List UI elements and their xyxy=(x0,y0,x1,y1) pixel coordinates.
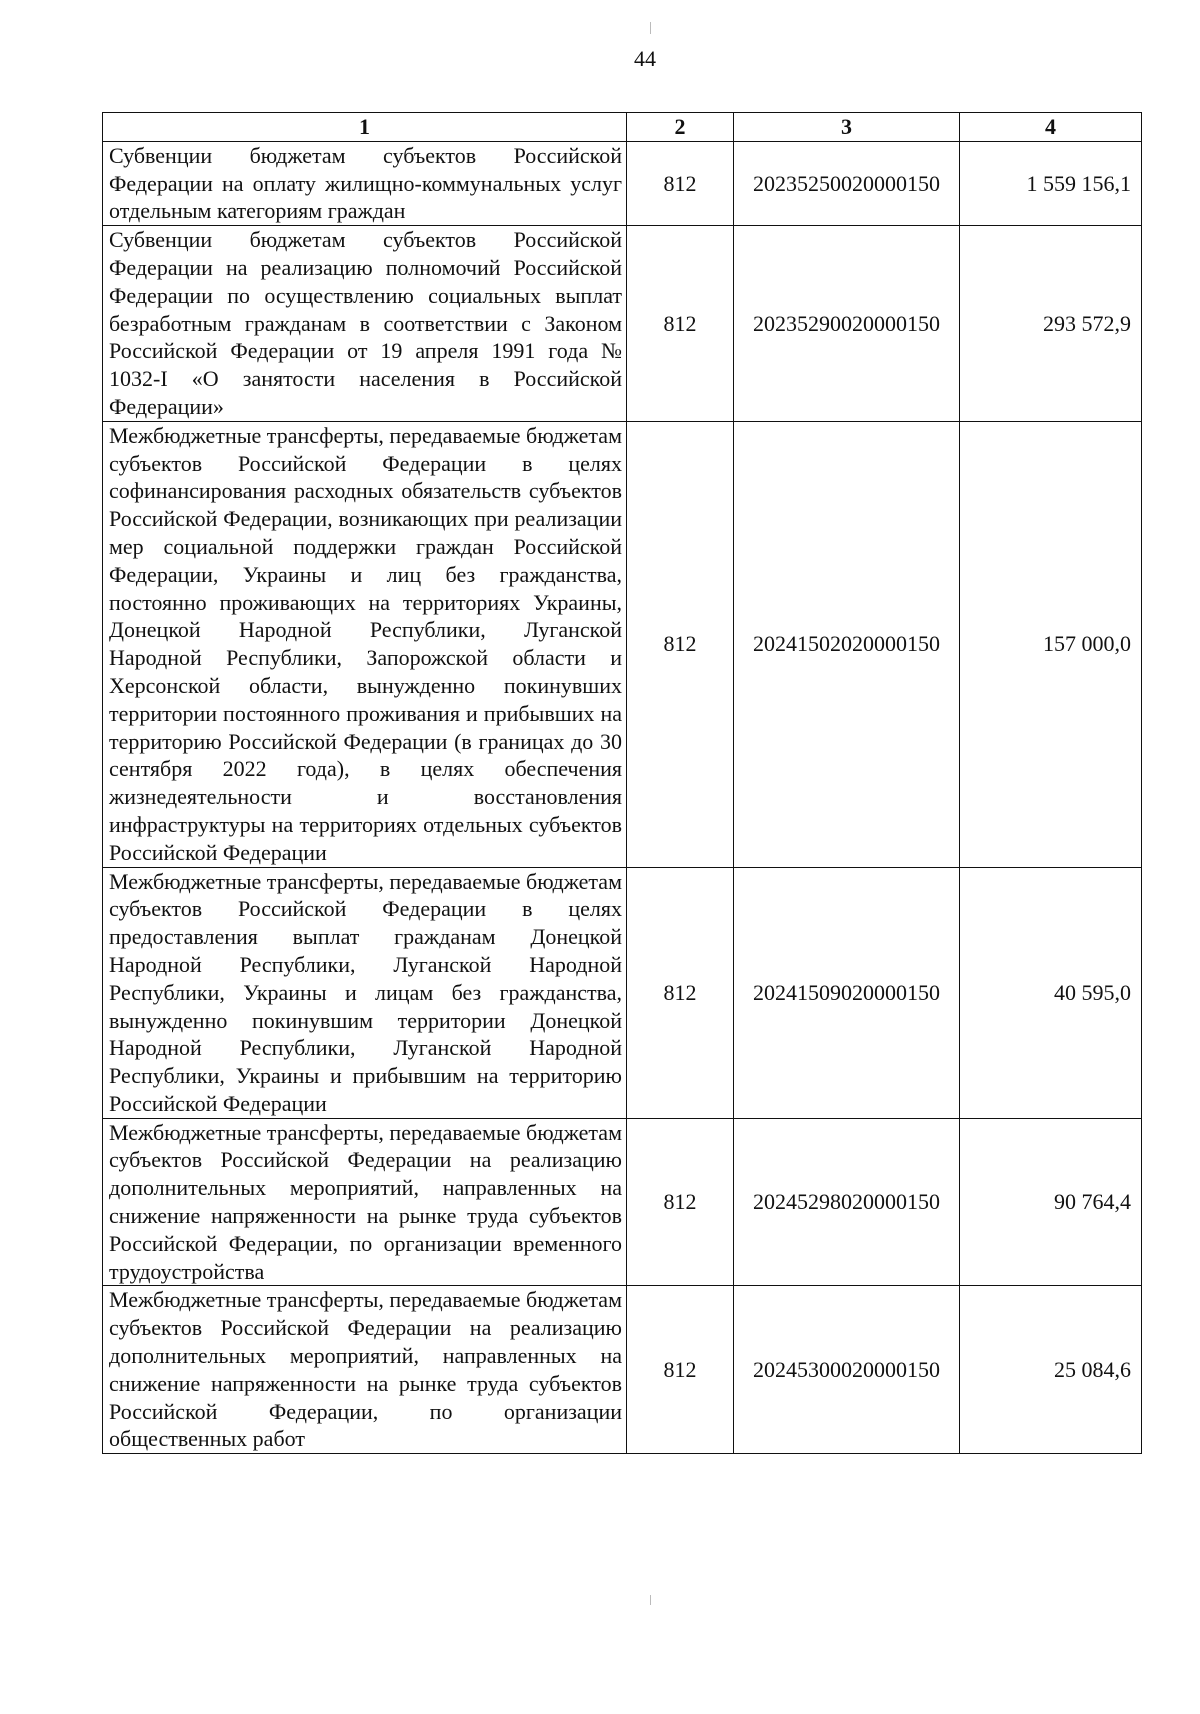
row-description: Межбюджетные трансферты, передаваемые бюджетам субъектов Российской Федерации в целях предоставления выплат гражданам Донецкой Народной Республики, Луганской Народной Республики, Украины и лицам без гражданства, вынужденно покинувшим территории Донецкой Народной Республики, Луганской Народной Республики, Украины и прибывшим на территорию Российской Федерации xyxy=(103,867,627,1118)
table-header-row xyxy=(103,113,1142,142)
row-description: Межбюджетные трансферты, передаваемые бюджетам субъектов Российской Федерации в целях софинансирования расходных обязательств субъектов Российской Федерации, возникающих при реализации мер социальной поддержки граждан Российской Федерации, Украины и лиц без гражданства, постоянно проживающих на территориях Украины, Донецкой Народной Республики, Луганской Народной Республики, Запорожской области и Херсонской области, вынужденно покинувших территории постоянного проживания и прибывших на территорию Российской Федерации (в границах до 30 сентября 2022 года), в целях обеспечения жизнедеятельности и восстановления инфраструктуры на территориях отдельных субъектов Российской Федерации xyxy=(103,421,627,867)
row-admin-code: 812 xyxy=(627,421,734,867)
column-header-4: 4 xyxy=(960,113,1142,142)
row-amount: 25 084,6 xyxy=(960,1286,1142,1454)
table-row xyxy=(103,867,1142,1118)
row-budget-code: 20241502020000150 xyxy=(734,421,960,867)
table-row xyxy=(103,141,1142,225)
row-amount: 157 000,0 xyxy=(960,421,1142,867)
row-description: Межбюджетные трансферты, передаваемые бюджетам субъектов Российской Федерации на реализацию дополнительных мероприятий, направленных на снижение напряженности на рынке труда субъектов Российской Федерации, по организации временного трудоустройства xyxy=(103,1118,627,1286)
table-row xyxy=(103,1118,1142,1286)
column-header-2: 2 xyxy=(627,113,734,142)
row-budget-code: 20241509020000150 xyxy=(734,867,960,1118)
column-header-3: 3 xyxy=(734,113,960,142)
column-header-1: 1 xyxy=(103,113,627,142)
row-admin-code: 812 xyxy=(627,141,734,225)
row-admin-code: 812 xyxy=(627,226,734,422)
row-amount: 90 764,4 xyxy=(960,1118,1142,1286)
row-description: Межбюджетные трансферты, передаваемые бюджетам субъектов Российской Федерации на реализацию дополнительных мероприятий, направленных на снижение напряженности на рынке труда субъектов Российской Федерации, по организации общественных работ xyxy=(103,1286,627,1454)
row-admin-code: 812 xyxy=(627,1286,734,1454)
row-amount: 1 559 156,1 xyxy=(960,141,1142,225)
row-amount: 40 595,0 xyxy=(960,867,1142,1118)
row-budget-code: 20235250020000150 xyxy=(734,141,960,225)
row-description: Субвенции бюджетам субъектов Российской Федерации на оплату жилищно-коммунальных услуг отдельным категориям граждан xyxy=(103,141,627,225)
row-budget-code: 20235290020000150 xyxy=(734,226,960,422)
scan-mark-top xyxy=(650,22,651,34)
row-admin-code: 812 xyxy=(627,1118,734,1286)
budget-table xyxy=(102,112,1142,1454)
scan-mark-bottom xyxy=(650,1595,651,1605)
page-number: 44 xyxy=(634,46,656,71)
table-row xyxy=(103,421,1142,867)
row-budget-code: 20245300020000150 xyxy=(734,1286,960,1454)
row-description: Субвенции бюджетам субъектов Российской Федерации на реализацию полномочий Российской Федерации по осуществлению социальных выплат безработным гражданам в соответствии с Законом Российской Федерации от 19 апреля 1991 года № 1032-I «О занятости населения в Российской Федерации» xyxy=(103,226,627,422)
row-budget-code: 20245298020000150 xyxy=(734,1118,960,1286)
table-row xyxy=(103,226,1142,422)
row-admin-code: 812 xyxy=(627,867,734,1118)
table-row xyxy=(103,1286,1142,1454)
row-amount: 293 572,9 xyxy=(960,226,1142,422)
